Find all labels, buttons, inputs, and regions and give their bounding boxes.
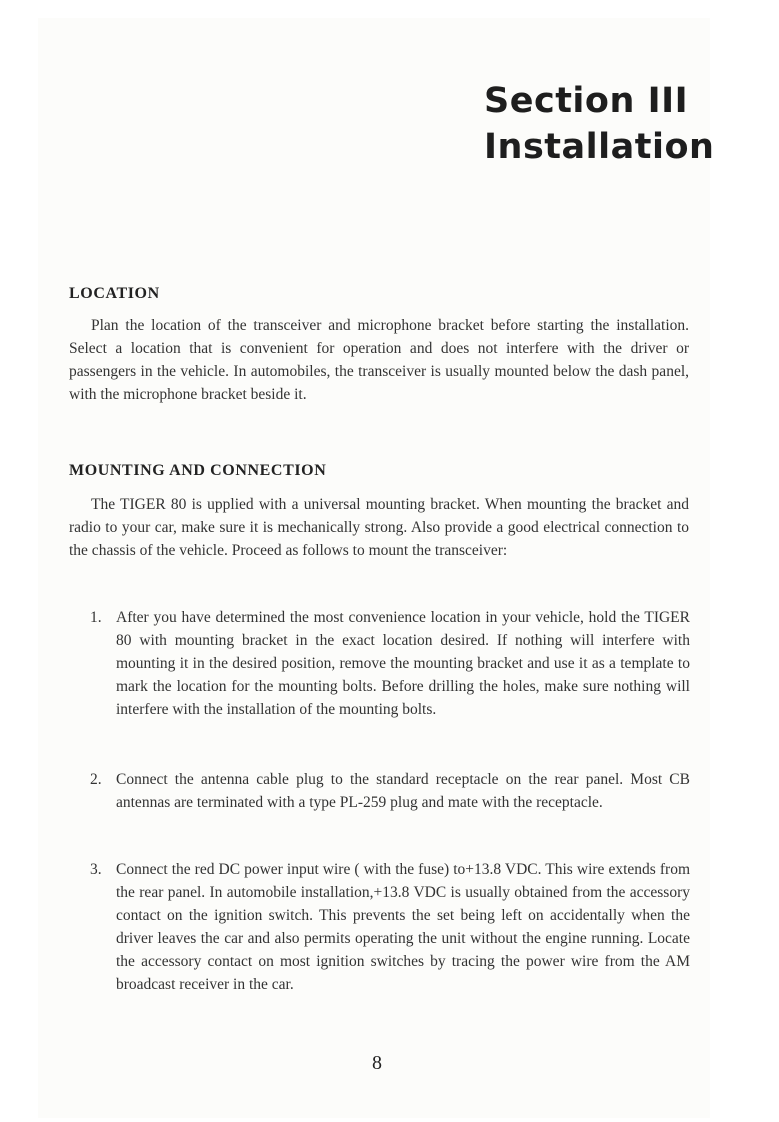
step-2-number: 2. xyxy=(90,771,102,788)
step-list-item xyxy=(90,768,690,814)
section-name: Installation xyxy=(484,127,715,167)
mounting-heading: MOUNTING AND CONNECTION xyxy=(69,462,327,479)
page-number: 8 xyxy=(372,1052,382,1074)
step-2-text: Connect the antenna cable plug to the standard receptacle on the rear panel. Most CB antennas are terminated with a type PL-259 plug and mate with the receptacle. xyxy=(116,771,690,811)
step-list-item xyxy=(90,606,690,721)
step-3 xyxy=(90,858,690,996)
step-3-text: Connect the red DC power input wire ( with the fuse) to+13.8 VDC. This wire extends from the rear panel. In automobile installation,+13.8 VDC is usually obtained from the accessory contact on the ignition switch. This prevents the set being left on accidentally when the driver leaves the car and also permits operating the unit without the engine running. Locate the accessory contact on most ignition switches by tracing the power wire from the AM broadcast receiver in the car. xyxy=(116,861,690,993)
section-title xyxy=(484,78,714,170)
step-2 xyxy=(90,768,690,814)
step-1 xyxy=(90,606,690,721)
step-3-number: 3. xyxy=(90,861,102,878)
step-1-text: After you have determined the most convenience location in your vehicle, hold the TIGER 80 with mounting bracket in the exact location desired. If nothing will interfere with mounting it in the desired position, remove the mounting bracket and use it as a template to mark the location for the mounting bolts. Before drilling the holes, make sure nothing will interfere with the installation of the mounting bolts. xyxy=(116,609,690,718)
location-heading: LOCATION xyxy=(69,285,160,302)
mounting-paragraph: The TIGER 80 is upplied with a universal mounting bracket. When mounting the bracket and radio to your car, make sure it is mechanically strong. Also provide a good electrical connection to the chassis of the vehicle. Proceed as follows to mount the transceiver: xyxy=(69,496,689,559)
step-1-number: 1. xyxy=(90,609,102,626)
location-paragraph: Plan the location of the transceiver and microphone bracket before starting the installation. Select a location that is convenient for operation and does not interfere with the driver or passengers in the vehicle. In automobiles, the transceiver is usually mounted below the dash panel, with the microphone bracket beside it. xyxy=(69,317,689,403)
section-number: Section III xyxy=(484,81,689,121)
step-list-item xyxy=(90,858,690,996)
